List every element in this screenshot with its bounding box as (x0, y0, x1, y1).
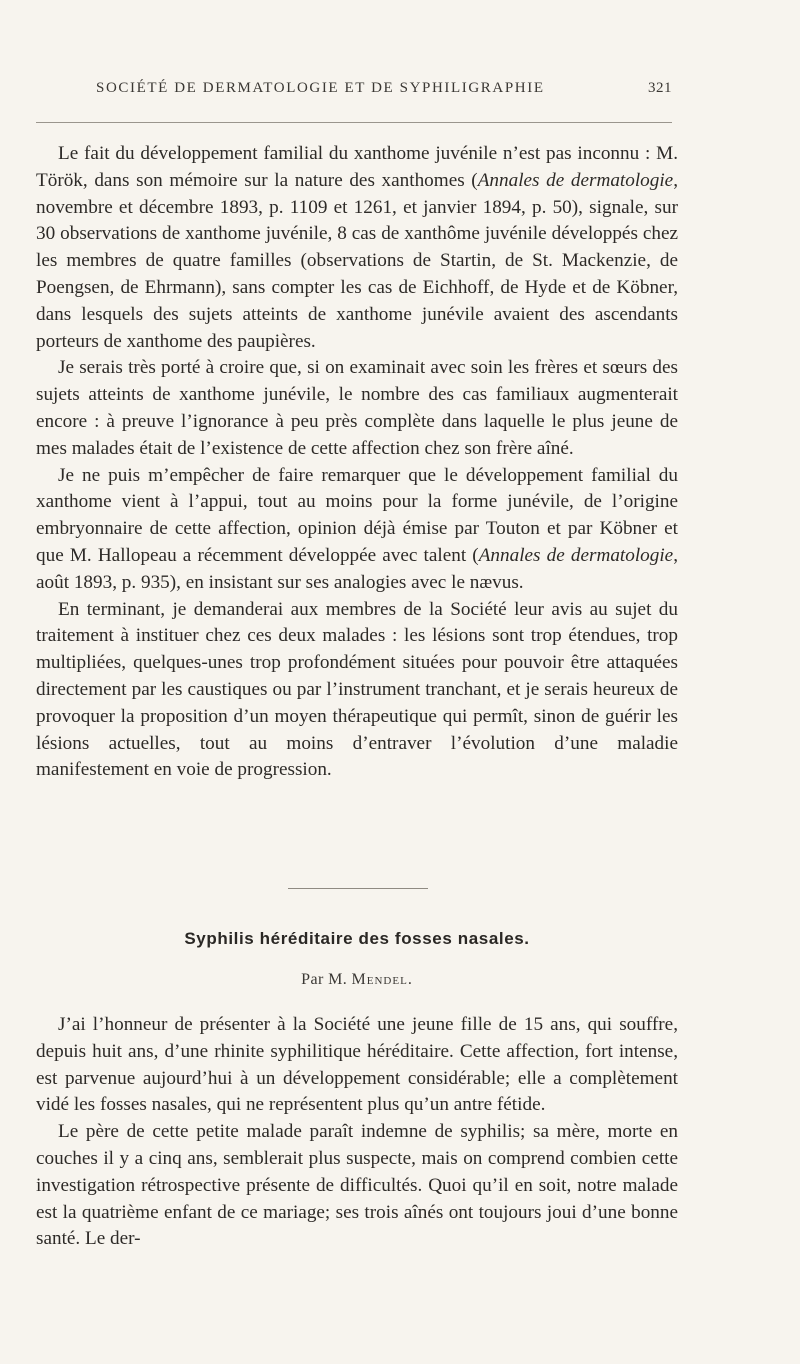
running-head (96, 80, 672, 97)
paragraph-text: Je ne puis m’empêcher de faire remarquer que le développement familial du xanthome vient à l’appui, tout au moins pour la forme junévile, de l’origine embryonnaire de cette affection, opinion déjà émise par Touton et par Köbner et que M. Hallopeau a récemment développée avec talent ( (36, 464, 678, 566)
byline-prefix: Par M. (301, 971, 348, 988)
paragraph: J’ai l’honneur de présenter à la Société une jeune fille de 15 ans, qui souffre, depuis huit ans, d’une rhinite syphilitique héréditaire. Cette affection, fort intense, est parvenue aujourd’hui à un développement considérable; elle a complètement vidé les fosses nasales, qui ne représentent plus qu’un antre fétide. (36, 1014, 678, 1116)
section-separator (288, 888, 428, 889)
paragraph (36, 141, 678, 355)
paragraph: Je serais très porté à croire que, si on examinait avec soin les frères et sœurs des sujets atteints de xanthome junévile, le nombre des cas familiaux augmenterait encore : à preuve l’ignorance à peu près complète dans laquelle le plus jeune de mes malades était de l’existence de cette affection chez son frère aîné. (36, 357, 678, 459)
paragraph: En terminant, je demanderai aux membres de la Société leur avis au sujet du traitement à instituer chez ces deux malades : les lésions sont trop étendues, trop multipliées, quelques-unes trop profondément situées pour pouvoir être attaquées directement par les caustiques ou par l’instrument tranchant, et je serais heureux de provoquer la proposition d’un moyen thérapeutique qui permît, sinon de guérir les lésions actuelles, tout au moins d’entraver l’évolution d’une maladie manifestement en voie de progression. (36, 598, 678, 781)
running-title: SOCIÉTÉ DE DERMATOLOGIE ET DE SYPHILIGRAPHIE (96, 80, 545, 96)
byline (36, 971, 678, 989)
article-title: Syphilis héréditaire des fosses nasales. (184, 929, 530, 948)
paragraph-text: , août 1893, p. 935), en insistant sur ses analogies avec le nævus. (36, 544, 679, 593)
page-number: 321 (648, 80, 672, 96)
previous-article-text (36, 141, 678, 784)
journal-title: Annales de dermatologie (477, 169, 674, 191)
paragraph-text: , novembre et décembre 1893, p. 1109 et 1261, et janvier 1894, p. 50), signale, sur 30 observations de xanthome juvénile, 8 cas de xanthôme juvénile développés chez les membres de quatre familles (observations de Startin, de St. Mackenzie, de Poengsen, de Ehrmann), sans compter les cas de Eichhoff, de Hyde et de Köbner, dans lesquels des sujets atteints de xanthome junévile avaient des ascendants porteurs de xanthome des paupières. (36, 169, 678, 352)
article-text (36, 1012, 678, 1253)
paragraph (36, 463, 678, 597)
paragraph: Le père de cette petite malade paraît indemne de syphilis; sa mère, morte en couches il y a cinq ans, semblerait plus suspecte, mais on comprend combien cette investigation rétrospective présente de difficultés. Quoi qu’il en soit, notre malade est la quatrième enfant de ce mariage; ses trois aînés ont toujours joui d’une bonne santé. Le der- (36, 1121, 678, 1250)
journal-title: Annales de dermatologie (478, 544, 674, 566)
header-rule (36, 122, 672, 123)
author-name: Mendel. (351, 971, 413, 988)
paragraph-text: Le fait du développement familial du xanthome juvénile n’est pas inconnu : M. Török, dans son mémoire sur la nature des xanthomes ( (36, 143, 678, 191)
